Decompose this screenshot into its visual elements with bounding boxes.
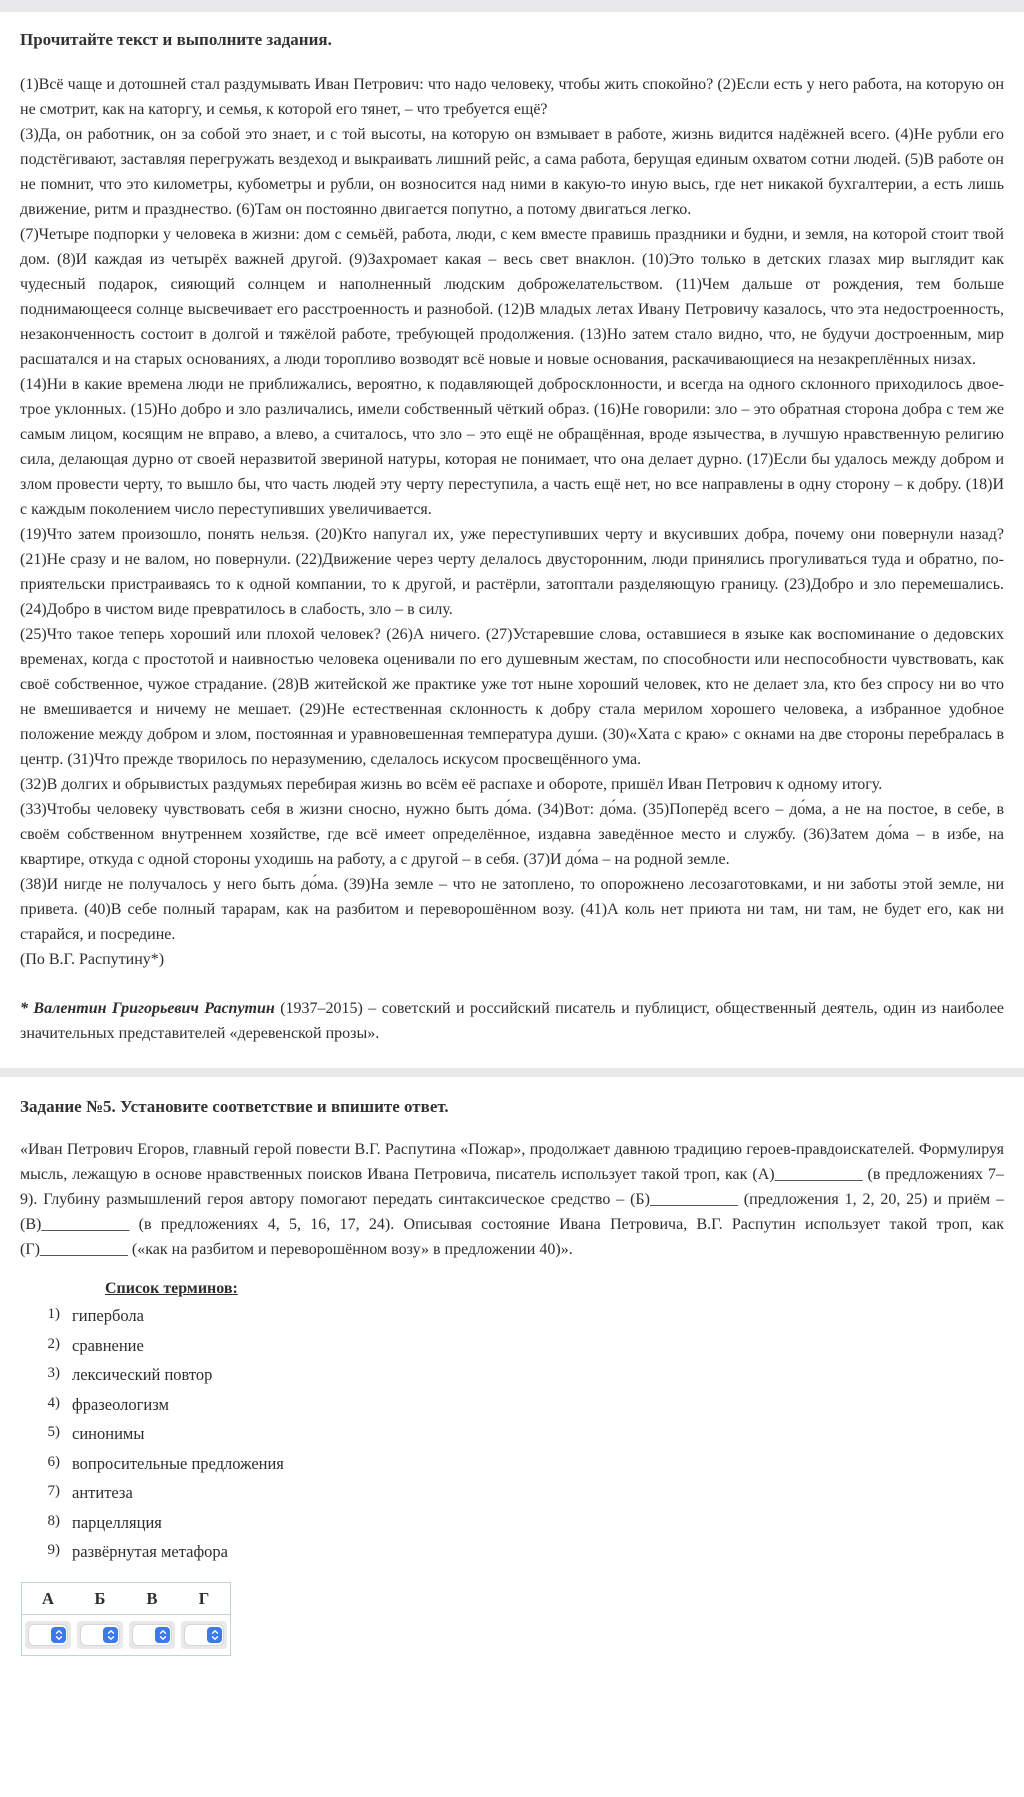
passage-paragraph: (7)Четыре подпорки у человека в жизни: дом с семьёй, работа, люди, с кем вместе правишь праздники и будни, и земля, на которой стоит твой дом. (8)И каждая из четырёх важней другой. (9)Захромает какая – весь свет внаклон. (10)Это только в детских глазах мир выглядит как чудесный подарок, сияющий солнцем и наполненный людским доброжелательством. (11)Чем дальше от рождения, тем больше поднимающееся солнце высвечивает его расстроенность и разнобой. (12)В младых летах Ивану Петровичу казалось, что эта недостроенность, незаконченность состоит в долгой и тяжёлой работе, требующей продолжения. (13)Но затем стало видно, что, не будучи достроенным, мир расшатался и на старых основаниях, а люди торопливо возводят всё новые и новые основания, раскачивающиеся на незакреплённых низах.	[20, 226, 1004, 368]
author-footnote	[20, 996, 1004, 1046]
term-label: развёрнутая метафора	[72, 1542, 229, 1561]
answer-select-g[interactable]	[181, 1621, 227, 1649]
passage-paragraph: (38)И нигде не получалось у него быть до́ма. (39)На земле – что не затоплено, то опорожнено лесозаготовками, и ни заботы этой земле, ни привета. (40)В себе полный тарарам, как на разбитом и переворошённом возу. (41)А коль нет приюта ни там, ни там, не будет его, как ни старайся, и посредине.	[20, 876, 1004, 943]
term-label: синонимы	[72, 1424, 145, 1443]
answer-column-v: В	[146, 1588, 158, 1608]
passage-paragraph: (19)Что затем произошло, понять нельзя. (20)Кто напугал их, уже переступивших черту и вкусивших добра, почему они повернули назад? (21)Не сразу и не валом, но повернули. (22)Движение через черту делалось двусторонним, люди принялись прогуливаться туда и обратно, по-приятельски пристраиваясь то к одной компании, то к другой, и растёрли, затоптали разделяющую границу. (23)Добро и зло перемешались. (24)Добро в чистом виде превратилось в слабость, зло – в силу.	[20, 526, 1004, 618]
select-stepper-icon	[155, 1627, 170, 1643]
exam-page	[0, 12, 1024, 1704]
term-number: 8)	[47, 1512, 60, 1529]
list-item	[20, 1391, 1004, 1421]
section-divider	[0, 1068, 1024, 1077]
answer-table-header-row	[22, 1582, 231, 1614]
list-item	[20, 1479, 1004, 1509]
list-item	[20, 1450, 1004, 1480]
term-number: 3)	[47, 1365, 60, 1381]
term-number: 4)	[47, 1394, 60, 1411]
term-label: гипербола	[72, 1306, 144, 1325]
footnote-author-name: * Валентин Григорьевич Распутин	[20, 1000, 275, 1017]
answer-column-b: Б	[94, 1588, 106, 1608]
answer-table-input-row	[22, 1614, 231, 1655]
term-number: 2)	[47, 1335, 60, 1352]
term-number: 7)	[47, 1483, 60, 1499]
page-title: Прочитайте текст и выполните задания.	[20, 30, 332, 49]
answer-select-v[interactable]	[129, 1621, 175, 1649]
answer-column-g: Г	[198, 1588, 210, 1608]
term-label: сравнение	[72, 1335, 144, 1355]
bottom-whitespace	[20, 1656, 1004, 1704]
answer-table	[21, 1582, 231, 1656]
answer-column-a: А	[42, 1588, 54, 1608]
task-title: Задание №5. Установите соответствие и впишите ответ.	[20, 1097, 449, 1116]
footnote-author-bio: (1937–2015) – советский и российский писатель и публицист, общественный деятель, один из наиболее значительных представителей «деревенской прозы».	[20, 1000, 1005, 1042]
term-number: 9)	[47, 1542, 60, 1558]
task-body: «Иван Петрович Егоров, главный герой повести В.Г. Распутина «Пожар», продолжает давнюю традицию героев-правдоискателей. Формулируя мысль, лежащую в основе нравственных поисков Ивана Петровича, писатель использует такой троп, как (А)___________ (в предложениях 7–9). Глубину размышлений героя автору помогают передать синтаксическое средство – (Б)___________ (предложения 1, 2, 20, 25) и приём – (В)___________ (в предложениях 4, 5, 16, 17, 24). Описывая состояние Ивана Петровича, В.Г. Распутин использует такой троп, как (Г)___________ («как на разбитом и переворошённом возу» в предложении 40)».	[20, 1141, 1004, 1258]
passage-attribution: (По В.Г. Распутину*)	[20, 951, 165, 968]
answer-select-b[interactable]	[77, 1621, 123, 1649]
answer-select-a[interactable]	[25, 1621, 71, 1649]
terms-list	[20, 1302, 1004, 1568]
list-item	[20, 1332, 1004, 1362]
term-number: 1)	[47, 1306, 60, 1322]
list-item	[20, 1509, 1004, 1539]
select-stepper-icon	[207, 1627, 222, 1643]
passage-paragraph: (32)В долгих и обрывистых раздумьях перебирая жизнь во всём её распахе и обороте, пришёл Иван Петрович к одному итогу.	[20, 776, 883, 793]
term-number: 5)	[47, 1424, 60, 1440]
list-item	[20, 1538, 1004, 1568]
passage-paragraph: (1)Всё чаще и дотошней стал раздумывать Иван Петрович: что надо человеку, чтобы жить спокойно? (2)Если есть у него работа, на которую он не смотрит, как на каторгу, и семья, к которой его тянет, – что требуется ещё?	[20, 76, 1004, 118]
passage-paragraph: (3)Да, он работник, он за собой это знает, и с той высоты, на которую он взмывает в работе, жизнь видится надёжней всего. (4)Не рубли его подстёгивают, заставляя перегружать вездеход и выкраивать лишний рейс, а сама работа, берущая единым охватом сотни людей. (5)В работе он не помнит, что это километры, кубометры и рубли, он возносится над ними в какую-то иную высь, где нет никакой бухгалтерии, а есть лишь движение, ритм и празднество. (6)Там он постоянно двигается попутно, а потому двигаться легко.	[20, 126, 1004, 218]
term-label: вопросительные предложения	[72, 1453, 284, 1473]
passage-paragraph: (14)Ни в какие времена люди не приближались, вероятно, к подавляющей добросклонности, и всегда на одного склонного приходилось двое-трое уклонных. (15)Но добро и зло различались, имели собственный чёткий образ. (16)Не говорили: зло – это обратная сторона добра с тем же самым лицом, косящим не вправо, а влево, а считалось, что зло – это ещё не обращённая, вроде язычества, в лучшую нравственную религию сила, делающая дурно от своей неразвитой звериной натуры, которая не понимает, что она делает дурно. (17)Если бы удалось между добром и злом провести черту, то вышло бы, что часть людей эту черту переступила, а часть ещё нет, но все направлены в одну сторону – к добру. (18)И с каждым поколением число переступивших увеличивается.	[20, 376, 1004, 518]
reading-passage	[20, 72, 1004, 972]
select-stepper-icon	[51, 1627, 66, 1643]
term-label: парцелляция	[72, 1512, 162, 1532]
term-label: антитеза	[72, 1483, 133, 1502]
term-label: лексический повтор	[72, 1365, 213, 1384]
list-item	[20, 1420, 1004, 1450]
term-label: фразеологизм	[72, 1394, 169, 1414]
list-item	[20, 1361, 1004, 1391]
term-number: 6)	[47, 1453, 60, 1470]
passage-paragraph: (25)Что такое теперь хороший или плохой человек? (26)А ничего. (27)Устаревшие слова, оставшиеся в языке как воспоминание о дедовских временах, когда с простотой и наивностью человека оценивали по его душевным жестам, по способности или неспособности чувствовать, как своё собственное, чужое страдание. (28)В житейской же практике уже тот ныне хороший человек, кто не делает зла, кто без спросу ни во что не вмешивается и ничему не мешает. (29)Не естественная склонность к добру стала мерилом хорошего человека, а избранное удобное положение между добром и злом, постоянная и уравновешенная температура души. (30)«Хата с краю» с окнами на две стороны перебралась в центр. (31)Что прежде творилось по неразумению, сделалось искусом просвещённого ума.	[20, 626, 1004, 768]
terms-list-title: Список терминов:	[105, 1280, 238, 1297]
passage-paragraph: (33)Чтобы человеку чувствовать себя в жизни сносно, нужно быть до́ма. (34)Вот: до́ма. (35)Поперёд всего – до́ма, а не на постое, в себе, в своём собственном внутреннем хозяйстве, где всё имеет определённое, издавна заведённое место и службу. (36)Затем до́ма – в избе, на квартире, откуда с одной стороны уходишь на работу, а с другой – в себя. (37)И до́ма – на родной земле.	[20, 801, 1004, 868]
list-item	[20, 1302, 1004, 1332]
top-band	[0, 0, 1024, 12]
select-stepper-icon	[103, 1627, 118, 1643]
